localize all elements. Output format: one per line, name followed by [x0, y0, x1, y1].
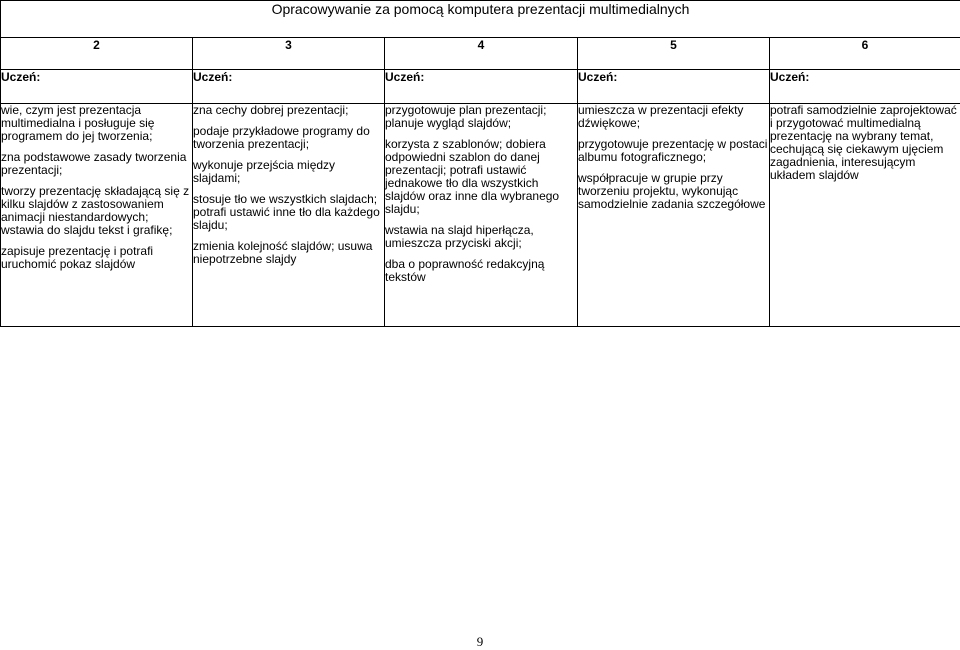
- requirement-item: tworzy prezentację składającą się z kilku slajdów z zastosowaniem animacji niestandardowych; wstawia do slajdu tekst i grafikę;: [1, 184, 190, 237]
- grade-4-requirements: [385, 104, 578, 327]
- requirement-item: wstawia na slajd hiperłącza, umieszcza przyciski akcji;: [385, 223, 534, 250]
- requirement-item: potrafi samodzielnie zaprojektować i przygotować multimedialną prezentację na wybrany temat, cechującą się ciekawym ujęciem zagadnienia, interesującym układem slajdów: [770, 103, 957, 182]
- requirement-item: zapisuje prezentację i potrafi uruchomić pokaz slajdów: [1, 244, 154, 271]
- requirement-item: umieszcza w prezentacji efekty dźwiękowe;: [578, 103, 744, 130]
- requirement-item: zna podstawowe zasady tworzenia prezentacji;: [1, 150, 187, 177]
- grade-6-requirements: [770, 104, 960, 327]
- column-header: Uczeń:: [193, 70, 385, 104]
- requirement-item: podaje przykładowe programy do tworzenia prezentacji;: [193, 124, 370, 151]
- grade-3-requirements: [193, 104, 385, 327]
- grade-5-requirements: [578, 104, 770, 327]
- requirement-item: przygotowuje prezentację w postaci albumu fotograficznego;: [578, 137, 768, 164]
- grade-6: 6: [770, 38, 960, 70]
- requirement-item: wykonuje przejścia między slajdami;: [193, 158, 336, 185]
- column-header: Uczeń:: [770, 70, 960, 104]
- page-number: 9: [476, 634, 484, 649]
- grade-2-requirements: [1, 104, 193, 327]
- requirement-item: dba o poprawność redakcyjną tekstów: [385, 257, 545, 284]
- table-title: Opracowywanie za pomocą komputera prezentacji multimedialnych: [1, 1, 960, 38]
- requirement-item: korzysta z szablonów; dobiera odpowiedni szablon do danej prezentacji; potrafi ustawić jednakowe tło dla wszystkich slajdów oraz inne dla wybranego slajdu;: [385, 137, 560, 216]
- requirement-item: zmienia kolejność slajdów; usuwa niepotrzebne slajdy: [193, 239, 373, 266]
- grade-5: 5: [578, 38, 770, 70]
- grade-row: [1, 38, 960, 70]
- requirement-item: przygotowuje plan prezentacji; planuje wygląd slajdów;: [385, 103, 547, 130]
- column-header: Uczeń:: [385, 70, 578, 104]
- column-header: Uczeń:: [1, 70, 193, 104]
- grade-3: 3: [193, 38, 385, 70]
- title-row: [1, 1, 960, 38]
- grade-4: 4: [385, 38, 578, 70]
- requirement-item: współpracuje w grupie przy tworzeniu projektu, wykonując samodzielnie zadania szczegółowe: [578, 171, 766, 211]
- content-row: [1, 104, 960, 327]
- requirement-item: wie, czym jest prezentacja multimedialna i posługuje się programem do jej tworzenia;: [1, 103, 155, 143]
- header-row: [1, 70, 960, 104]
- column-header: Uczeń:: [578, 70, 770, 104]
- requirement-item: zna cechy dobrej prezentacji;: [193, 103, 349, 117]
- grade-2: 2: [1, 38, 193, 70]
- requirement-item: stosuje tło we wszystkich slajdach; potrafi ustawić inne tło dla każdego slajdu;: [193, 192, 380, 232]
